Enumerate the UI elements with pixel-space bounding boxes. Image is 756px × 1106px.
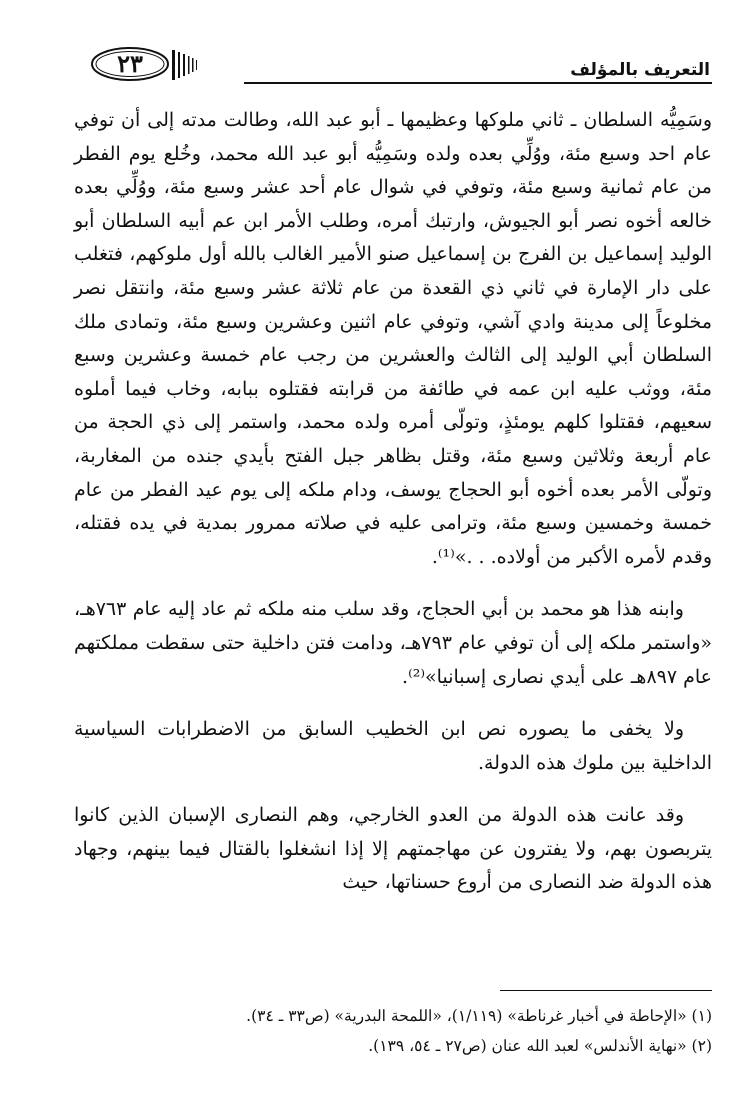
paragraph: وقد عانت هذه الدولة من العدو الخارجي، وهم النصارى الإسبان الذين كانوا يتربصون بهم، ولا يفترون عن مهاجمتهم إلا إذا انشغلوا بالقتال فيما بينهم، وجهاد هذه الدولة ضد النصارى من أروع حسناتها، حيث bbox=[74, 804, 712, 894]
page-header bbox=[86, 42, 712, 88]
page-number: ٢٣ bbox=[117, 49, 143, 78]
page-number-badge bbox=[86, 42, 246, 88]
main-text bbox=[74, 104, 712, 919]
paragraph: ولا يخفى ما يصوره نص ابن الخطيب السابق من الاضطرابات السياسية الداخلية بين ملوك هذه الدولة. bbox=[74, 718, 712, 774]
footnote: (٢) «نهاية الأندلس» لعبد الله عنان (ص٢٧ ـ ٥٤، ١٣٩). bbox=[368, 1037, 712, 1055]
footnotes bbox=[74, 1001, 712, 1061]
running-title: التعريف بالمؤلف bbox=[570, 60, 710, 80]
footnote: (١) «الإحاطة في أخبار غرناطة» (١/١١٩)، «اللمحة البدرية» (ص٣٣ ـ ٣٤). bbox=[246, 1007, 712, 1025]
header-rule bbox=[244, 82, 712, 84]
paragraph: وسَمِيُّه السلطان ـ ثاني ملوكها وعظيمها ـ أبو عبد الله، وطالت مدته إلى أن توفي عام احد وسبع مئة، ووُلِّي بعده ولده وسَمِيُّه أبو عبد الله محمد، وخُلع يوم الفطر من عام ثمانية وسبع مئة، وتوفي في شوال عام أحد عشر وسبع مئة، ووُلِّي بعده خالعه أخوه نصر أبو الجيوش، وارتبك أمره، وطلب الأمر ابن عم أبيه السلطان أبو الوليد إسماعيل بن الفرج بن إسماعيل صنو الأمير الغالب بالله أول ملوكهم، فتغلب على دار الإمارة في ثاني ذي القعدة من عام ثلاثة عشر وسبع مئة، وانتقل نصر مخلوعاً إلى مدينة وادي آشي، وتوفي عام اثنين وعشرين وسبع مئة، وتمادى ملك السلطان أبي الوليد إلى الثالث والعشرين من رجب عام خمسة وعشرين وسبع مئة، ووثب عليه ابن عمه في طائفة من قرابته فقتلوه ببابه، وخاب فيما أملوه سعيهم، فقتلوا كلهم يومئذٍ، وتولّى أمره ولده محمد، واستمر إلى ذي الحجة من عام أربعة وثلاثين وسبع مئة، وقتل بظاهر جبل الفتح بأيدي جنده من المغاربة، وتولّى الأمر بعده أخوه أبو الحجاج يوسف، ودام ملكه إلى يوم عيد الفطر من عام خمسة وخمسين وسبع مئة، وترامى عليه في صلاته ممرور بمدية في يده فقتله، وقدم لأمره الأكبر من أولاده. . .»⁽¹⁾. bbox=[74, 109, 712, 568]
paragraph: وابنه هذا هو محمد بن أبي الحجاج، وقد سلب منه ملكه ثم عاد إليه عام ٧٦٣هـ، «واستمر ملكه إلى أن توفي عام ٧٩٣هـ، ودامت فتن داخلية حتى سقطت مملكتهم عام ٨٩٧هـ على أيدي نصارى إسبانيا»⁽²⁾. bbox=[74, 598, 712, 688]
footnote-separator bbox=[500, 990, 712, 991]
